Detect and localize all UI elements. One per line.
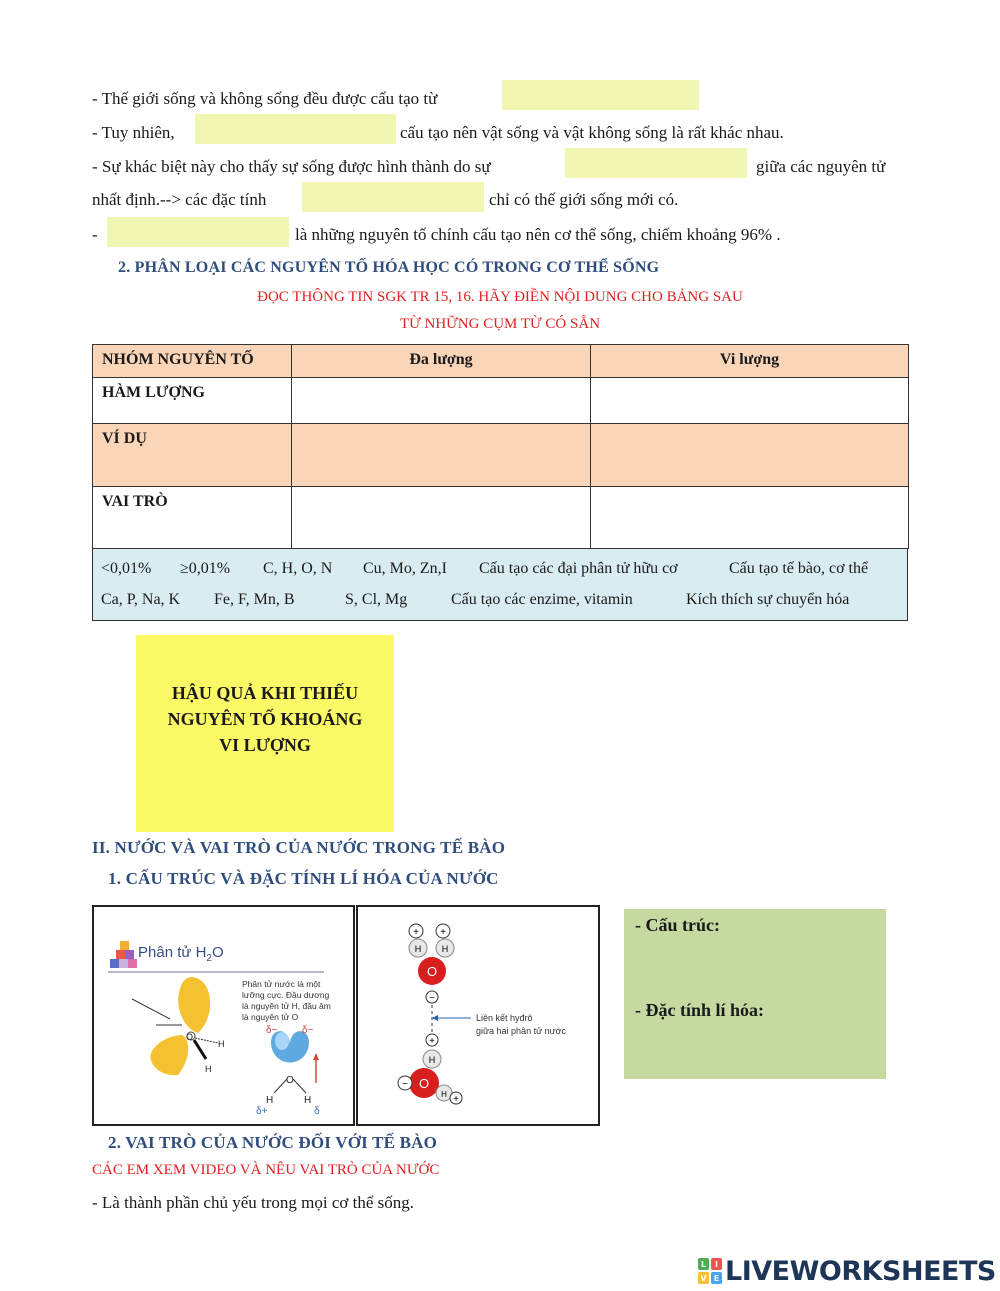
svg-text:Phân tử nước là một: Phân tử nước là một (242, 979, 321, 989)
svg-text:I: I (715, 1260, 718, 1269)
water-polarity-figure (92, 905, 355, 1126)
intro-line-1: - Thế giới sống và không sống đều được cấu tạo từ (92, 89, 438, 108)
liveworksheets-logo (698, 1254, 996, 1288)
liveworksheets-wordmark: LIVEWORKSHEETS (725, 1255, 996, 1287)
blank-field-5[interactable] (107, 217, 289, 247)
figure-2-caption-1: Liên kết hyđrô (476, 1013, 533, 1023)
section-II-2-instruction: CÁC EM XEM VIDEO VÀ NÊU VAI TRÒ CỦA NƯỚC (92, 1162, 440, 1178)
row-label-role: VAI TRÒ (93, 487, 292, 549)
table-row-role (93, 487, 909, 549)
figure-2-caption-2: giữa hai phân tử nước (476, 1026, 567, 1036)
svg-text:H: H (304, 1095, 312, 1106)
svg-text:δ+: δ+ (256, 1106, 268, 1117)
svg-text:O: O (286, 1075, 294, 1086)
svg-text:δ−: δ− (302, 1025, 314, 1036)
table-header-group: NHÓM NGUYÊN TỐ (93, 345, 292, 378)
intro-line-5-end: là những nguyên tố chính cấu tạo nên cơ thể sống, chiếm khoảng 96% . (295, 225, 781, 244)
intro-line-2-end: cấu tạo nên vật sống và vật không sống là rất khác nhau. (400, 123, 784, 142)
element-classification-table (92, 344, 909, 549)
svg-text:+: + (413, 927, 419, 938)
consequence-line-3: VI LƯỢNG (219, 735, 311, 755)
cell-example-micro[interactable] (591, 424, 909, 487)
svg-text:là nguyên tử H, đầu âm: là nguyên tử H, đầu âm (242, 1001, 331, 1011)
cell-role-macro[interactable] (292, 487, 591, 549)
table-row-content (93, 378, 909, 424)
word-bank-item[interactable]: Kích thích sự chuyển hóa (686, 591, 850, 608)
section-II-heading: II. NƯỚC VÀ VAI TRÒ CỦA NƯỚC TRONG TẾ BÀO (92, 838, 506, 857)
blank-field-1[interactable] (502, 80, 699, 110)
svg-text:H: H (218, 1039, 225, 1049)
word-bank-item[interactable]: ≥0,01% (180, 560, 231, 577)
intro-line-3-start: - Sự khác biệt này cho thấy sự sống được hình thành do sự (92, 157, 491, 176)
blank-field-4[interactable] (302, 182, 484, 212)
svg-text:O: O (418, 1076, 430, 1091)
blank-field-2[interactable] (195, 114, 396, 144)
word-bank-item[interactable]: <0,01% (101, 560, 152, 577)
hydrogen-bond-figure (356, 905, 600, 1126)
intro-line-3-end: giữa các nguyên tử (756, 157, 886, 176)
svg-text:+: + (440, 927, 446, 938)
figure-1-title: Phân tử H (138, 944, 207, 961)
table-header-row (93, 345, 909, 378)
svg-text:Phân tử H2O: Phân tử $H_2O$ (138, 944, 224, 964)
section-2-instruction-2: TỪ NHỮNG CỤM TỪ CÓ SẴN (399, 316, 601, 332)
svg-text:V: V (700, 1274, 707, 1283)
cell-example-macro[interactable] (292, 424, 591, 487)
blank-field-3[interactable] (565, 148, 747, 178)
section-2-instruction-1: ĐỌC THÔNG TIN SGK TR 15, 16. HÃY ĐIỀN NỘI DUNG CHO BẢNG SAU (257, 289, 743, 305)
svg-text:H: H (441, 944, 449, 954)
row-label-content: HÀM LƯỢNG (93, 378, 292, 424)
water-structure-answer-box[interactable] (624, 909, 886, 1079)
svg-text:−: − (429, 993, 435, 1004)
cell-role-micro[interactable] (591, 487, 909, 549)
consequence-line-1: HẬU QUẢ KHI THIẾU (171, 683, 359, 703)
svg-text:δ: δ (314, 1106, 320, 1117)
svg-text:+: + (429, 1036, 435, 1047)
structure-label: - Cấu trúc: (635, 915, 720, 935)
word-bank-item[interactable]: Cu, Mo, Zn,I (363, 560, 447, 577)
intro-line-2-start: - Tuy nhiên, (92, 123, 175, 142)
cell-content-macro[interactable] (292, 378, 591, 424)
table-row-example (93, 424, 909, 487)
svg-text:δ−: δ− (266, 1025, 278, 1036)
properties-label: - Đặc tính lí hóa: (635, 1000, 765, 1020)
table-header-macro: Đa lượng (292, 345, 591, 378)
intro-line-4-start: nhất định.--> các đặc tính (92, 190, 267, 209)
row-label-example: VÍ DỤ (93, 424, 292, 487)
svg-text:−: − (402, 1079, 408, 1090)
word-bank-item[interactable]: Cấu tạo các đại phân tử hữu cơ (479, 560, 678, 577)
water-polarity-illustration (94, 907, 353, 1124)
table-header-micro: Vi lượng (591, 345, 909, 378)
word-bank-item[interactable]: Fe, F, Mn, B (214, 591, 295, 608)
svg-text:là nguyên tử O: là nguyên tử O (242, 1012, 299, 1022)
svg-text:lưỡng cực. Đầu dương: lưỡng cực. Đầu dương (242, 990, 330, 1000)
svg-text:H: H (441, 1090, 447, 1099)
word-bank-item[interactable]: S, Cl, Mg (345, 591, 408, 608)
intro-line-5-start: - (92, 225, 98, 244)
word-bank-item[interactable]: C, H, O, N (263, 560, 333, 577)
section-II-2-heading: 2. VAI TRÒ CỦA NƯỚC ĐỐI VỚI TẾ BÀO (108, 1133, 438, 1152)
word-bank-item[interactable]: Cấu tạo các enzime, vitamin (451, 591, 633, 608)
svg-text:O: O (426, 964, 438, 979)
hydrogen-bond-illustration (358, 907, 598, 1124)
intro-line-4-end: chỉ có thế giới sống mới có. (489, 190, 679, 209)
svg-text:H: H (428, 1055, 436, 1065)
figure-1-caption (242, 979, 331, 1022)
liveworksheets-mark-icon (698, 1258, 722, 1284)
section-2-heading: 2. PHÂN LOẠI CÁC NGUYÊN TỐ HÓA HỌC CÓ TRONG CƠ THỂ SỐNG (118, 259, 660, 276)
svg-text:H: H (414, 944, 422, 954)
word-bank-item[interactable]: Cấu tạo tế bào, cơ thể (729, 560, 869, 577)
svg-text:+: + (453, 1094, 459, 1105)
svg-text:H: H (266, 1095, 274, 1106)
svg-text:O: O (186, 1032, 194, 1042)
cell-content-micro[interactable] (591, 378, 909, 424)
word-bank (92, 548, 908, 621)
consequence-note-box[interactable] (136, 635, 394, 832)
svg-text:E: E (713, 1274, 720, 1283)
water-role-answer: - Là thành phần chủ yếu trong mọi cơ thể sống. (92, 1193, 414, 1212)
section-II-1-heading: 1. CẤU TRÚC VÀ ĐẶC TÍNH LÍ HÓA CỦA NƯỚC (108, 869, 499, 888)
svg-text:L: L (700, 1260, 707, 1269)
consequence-line-2: NGUYÊN TỐ KHOÁNG (167, 709, 363, 729)
word-bank-item[interactable]: Ca, P, Na, K (101, 591, 181, 608)
svg-text:H: H (205, 1064, 212, 1074)
